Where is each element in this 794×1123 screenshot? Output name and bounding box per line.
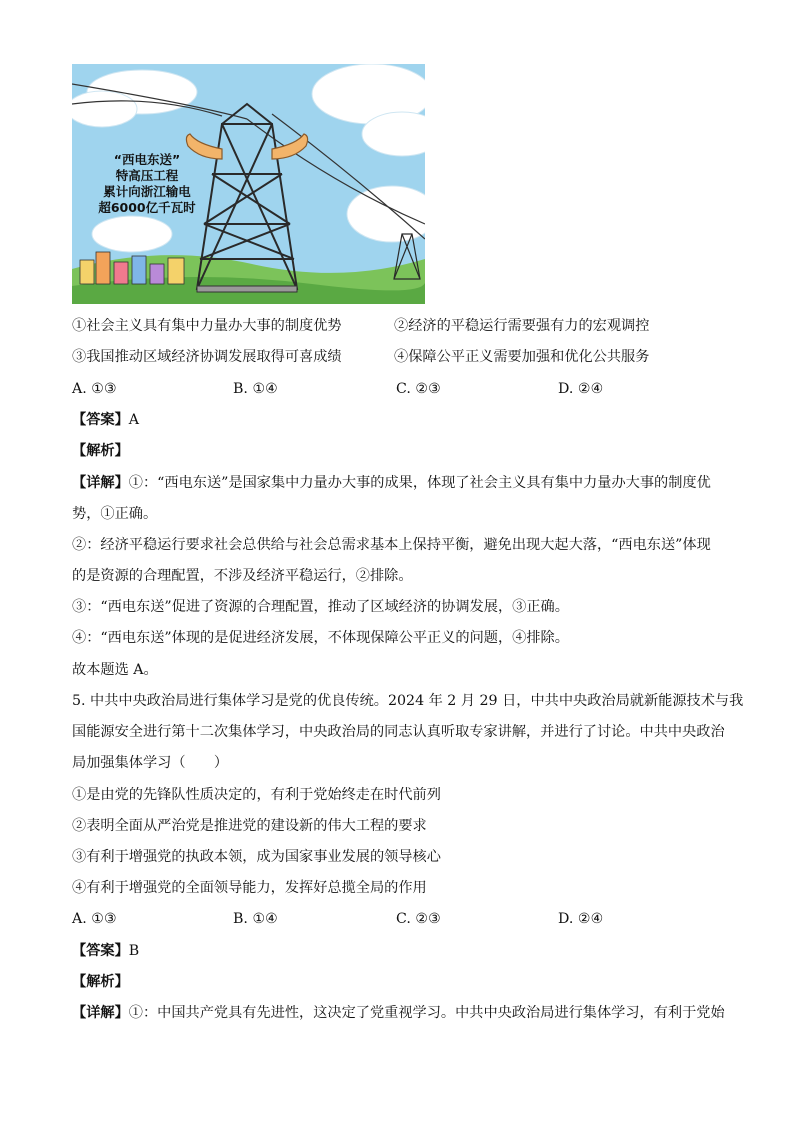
power-tower-picture xyxy=(72,64,425,304)
q4-detail-1 xyxy=(72,473,711,493)
caption-line-4: 超6000亿千瓦时 xyxy=(98,200,196,215)
q4-analysis-tag: 【解析】 xyxy=(72,443,129,459)
q4-statement-2: ②经济的平稳运行需要强有力的宏观调控 xyxy=(394,318,650,334)
q5-statement-4: ④有利于增强党的全面领导能力，发挥好总揽全局的作用 xyxy=(72,880,427,896)
q5-detail-text-1: ①：中国共产党具有先进性，这决定了党重视学习。中共中央政治局进行集体学习，有利于党始 xyxy=(128,1005,725,1021)
q4-detail-3: ②：经济平稳运行要求社会总供给与社会总需求基本上保持平衡，避免出现大起大落，“西电东送”体现 xyxy=(72,537,711,553)
q4-choice-d: D. ②④ xyxy=(558,381,604,397)
q5-choice-a: A. ①③ xyxy=(72,911,117,927)
q5-stem-1: 5. 中共中央政治局进行集体学习是党的优良传统。2024 年 2 月 29 日，中共中央政治局就新能源技术与我 xyxy=(72,693,744,709)
q5-statement-3: ③有利于增强党的执政本领，成为国家事业发展的领导核心 xyxy=(72,849,441,865)
q4-statement-4: ④保障公平正义需要加强和优化公共服务 xyxy=(394,349,650,365)
q4-statement-3: ③我国推动区域经济协调发展取得可喜成绩 xyxy=(72,349,342,365)
q4-detail-5: ③：“西电东送”促进了资源的合理配置，推动了区域经济的协调发展，③正确。 xyxy=(72,599,569,615)
q5-statement-2: ②表明全面从严治党是推进党的建设新的伟大工程的要求 xyxy=(72,818,427,834)
q5-answer-tag: 【答案】 xyxy=(72,943,129,959)
q4-detail-2: 势，①正确。 xyxy=(72,506,158,522)
q4-detail-6: ④：“西电东送”体现的是促进经济发展，不体现保障公平正义的问题，④排除。 xyxy=(72,630,569,646)
q4-choice-a: A. ①③ xyxy=(72,381,117,397)
q5-stem-3: 局加强集体学习（ ） xyxy=(72,755,229,771)
q5-choice-d: D. ②④ xyxy=(558,911,604,927)
q5-detail-1 xyxy=(72,1003,725,1023)
q4-answer xyxy=(72,410,139,430)
q4-choice-b: B. ①④ xyxy=(233,381,278,397)
q5-analysis-tag: 【解析】 xyxy=(72,974,129,990)
q4-answer-value: A xyxy=(128,412,140,428)
q4-detail-text-1: ①：“西电东送”是国家集中力量办大事的成果，体现了社会主义具有集中力量办大事的制度优 xyxy=(128,475,711,491)
q4-statement-1: ①社会主义具有集中力量办大事的制度优势 xyxy=(72,318,342,334)
caption-line-3: 累计向浙江输电 xyxy=(103,184,191,199)
q5-answer-value: B xyxy=(128,943,140,959)
caption-line-1: “西电东送” xyxy=(113,152,181,167)
q5-answer xyxy=(72,941,139,961)
q4-answer-tag: 【答案】 xyxy=(72,412,129,428)
power-tower-illustration xyxy=(72,64,425,304)
q4-choice-c: C. ②③ xyxy=(396,381,441,397)
q4-detail-7: 故本题选 A。 xyxy=(72,662,158,678)
q5-choice-c: C. ②③ xyxy=(396,911,441,927)
q5-choice-b: B. ①④ xyxy=(233,911,278,927)
caption-line-2: 特高压工程 xyxy=(115,168,179,183)
q5-detail-tag: 【详解】 xyxy=(72,1005,129,1021)
q5-stem-2: 国能源安全进行第十二次集体学习，中央政治局的同志认真听取专家讲解，并进行了讨论。中共中央政治 xyxy=(72,724,725,740)
q5-statement-1: ①是由党的先锋队性质决定的，有利于党始终走在时代前列 xyxy=(72,787,441,803)
q4-detail-4: 的是资源的合理配置，不涉及经济平稳运行，②排除。 xyxy=(72,568,413,584)
q4-detail-tag: 【详解】 xyxy=(72,475,129,491)
